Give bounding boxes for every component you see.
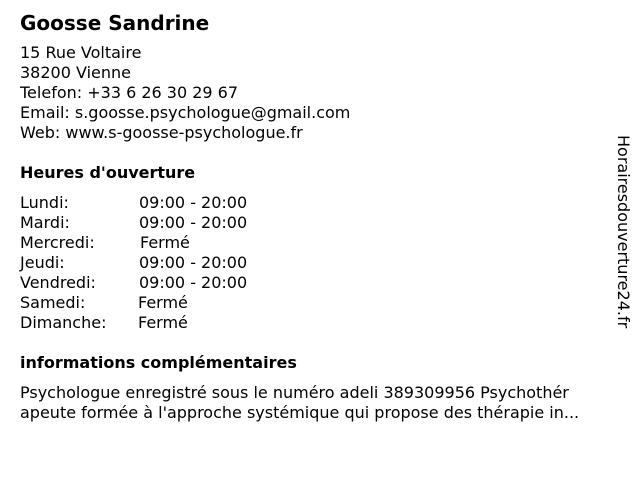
business-name: Goosse Sandrine	[20, 11, 210, 35]
day-label: Vendredi:	[20, 273, 96, 292]
info-line: apeute formée à l'approche systémique qui propose des thérapie in...	[20, 403, 580, 422]
day-label: Samedi:	[20, 293, 86, 312]
web-line[interactable]: Web: www.s-goosse-psychologue.fr	[20, 123, 303, 142]
time-value: Fermé	[138, 293, 188, 312]
time-value: Fermé	[140, 233, 190, 252]
opening-hours-heading: Heures d'ouverture	[20, 163, 196, 182]
address-street: 15 Rue Voltaire	[20, 43, 142, 62]
day-label: Jeudi:	[20, 253, 65, 272]
address-city: 38200 Vienne	[20, 63, 131, 82]
time-value: 09:00 - 20:00	[139, 193, 248, 212]
day-label: Lundi:	[20, 193, 69, 212]
time-value: 09:00 - 20:00	[139, 273, 248, 292]
contact-block	[20, 43, 350, 143]
phone-line[interactable]: Telefon: +33 6 26 30 29 67	[20, 83, 239, 102]
day-label: Mardi:	[20, 213, 70, 232]
day-label: Dimanche:	[20, 313, 107, 332]
time-value: Fermé	[138, 313, 188, 332]
time-value: 09:00 - 20:00	[139, 253, 248, 272]
additional-info-heading: informations complémentaires	[20, 353, 297, 372]
email-line[interactable]: Email: s.goosse.psychologue@gmail.com	[20, 103, 351, 122]
time-value: 09:00 - 20:00	[139, 213, 248, 232]
day-label: Mercredi:	[20, 233, 95, 252]
additional-info-text	[20, 383, 635, 423]
info-line: Psychologue enregistré sous le numéro adeli 389309956 Psychothér	[20, 383, 569, 402]
site-watermark: Horairesdouverture24.fr	[614, 135, 633, 329]
